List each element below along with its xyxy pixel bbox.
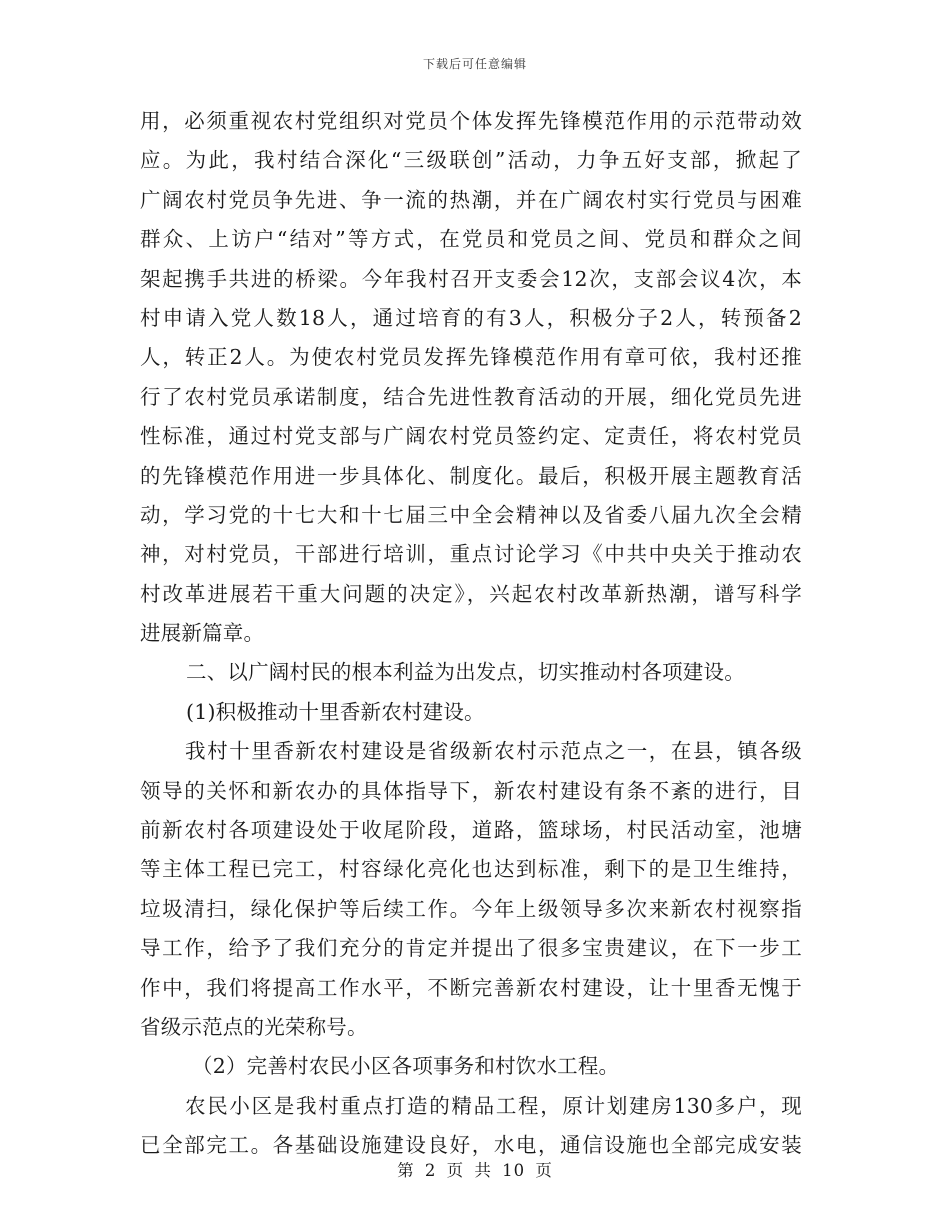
text-line: 群众、上访户“结对”等方式，在党员和党员之间、党员和群众之间 (140, 227, 802, 252)
paragraph (140, 732, 802, 1047)
body-text (140, 102, 802, 1166)
text-line: 行了农村党员承诺制度，结合先进性教育活动的开展，细化党员先进 (140, 384, 802, 409)
text-line: 人，转正2人。为使农村党员发挥先锋模范作用有章可依，我村还推 (140, 345, 802, 370)
text-line: 作中，我们将提高工作水平，不断完善新农村建设，让十里香无愧于 (140, 975, 802, 1000)
text-line: 我村十里香新农村建设是省级新农村示范点之一，在县，镇各级 (185, 739, 802, 764)
paragraph (140, 102, 802, 653)
text-line: 导工作，给予了我们充分的肯定并提出了很多宝贵建议，在下一步工 (140, 936, 802, 961)
text-line: 农民小区是我村重点打造的精品工程，原计划建房130多户，现 (185, 1093, 802, 1118)
section-heading: 二、以广阔村民的根本利益为出发点，切实推动村各项建设。 (186, 660, 745, 685)
text-line: 广阔农村党员争先进、争一流的热潮，并在广阔农村实行党员与困难 (140, 187, 802, 212)
text-line: 村申请入党人数18人，通过培育的有3人，积极分子2人，转预备2 (140, 305, 802, 330)
text-line: 前新农村各项建设处于收尾阶段，道路，篮球场，村民活动室，池塘 (140, 818, 802, 843)
text-line: 省级示范点的光荣称号。 (140, 1014, 368, 1039)
text-line: 领导的关怀和新农办的具体指导下，新农村建设有条不紊的进行，目 (140, 778, 802, 803)
subsection-heading: （2）完善村农民小区各项事务和村饮水工程。 (192, 1054, 620, 1079)
text-line: 神，对村党员，干部进行培训，重点讨论学习《中共中央关于推动农 (140, 542, 802, 567)
running-header: 下载后可任意编辑 (422, 57, 527, 71)
text-line: 用，必须重视农村党组织对党员个体发挥先锋模范作用的示范带动效 (140, 109, 802, 133)
paragraph (140, 1087, 802, 1166)
text-line: 应。为此，我村结合深化“三级联创”活动，力争五好支部，掀起了 (140, 148, 802, 173)
text-line: 动，学习党的十七大和十七届三中全会精神以及省委八届九次全会精 (140, 502, 802, 527)
text-line: 架起携手共进的桥梁。今年我村召开支委会12次，支部会议4次，本 (140, 266, 802, 291)
subsection-heading: (1)积极推动十里香新农村建设。 (186, 699, 485, 724)
page-number-footer: 第 2 页 共 10 页 (397, 1161, 553, 1180)
text-line: 垃圾清扫，绿化保护等后续工作。今年上级领导多次来新农村视察指 (140, 896, 802, 921)
text-line: 已全部完工。各基础设施建设良好，水电，通信设施也全部完成安装 (140, 1133, 802, 1158)
text-line: 等主体工程已完工，村容绿化亮化也达到标准，剩下的是卫生维持， (140, 857, 802, 882)
text-line: 村改革进展若干重大问题的决定》，兴起农村改革新热潮，谱写科学 (140, 581, 802, 606)
text-line: 性标准，通过村党支部与广阔农村党员签约定、定责任，将农村党员 (140, 424, 802, 449)
text-line: 进展新篇章。 (140, 621, 265, 646)
text-line: 的先锋模范作用进一步具体化、制度化。最后，积极开展主题教育活 (140, 463, 802, 488)
